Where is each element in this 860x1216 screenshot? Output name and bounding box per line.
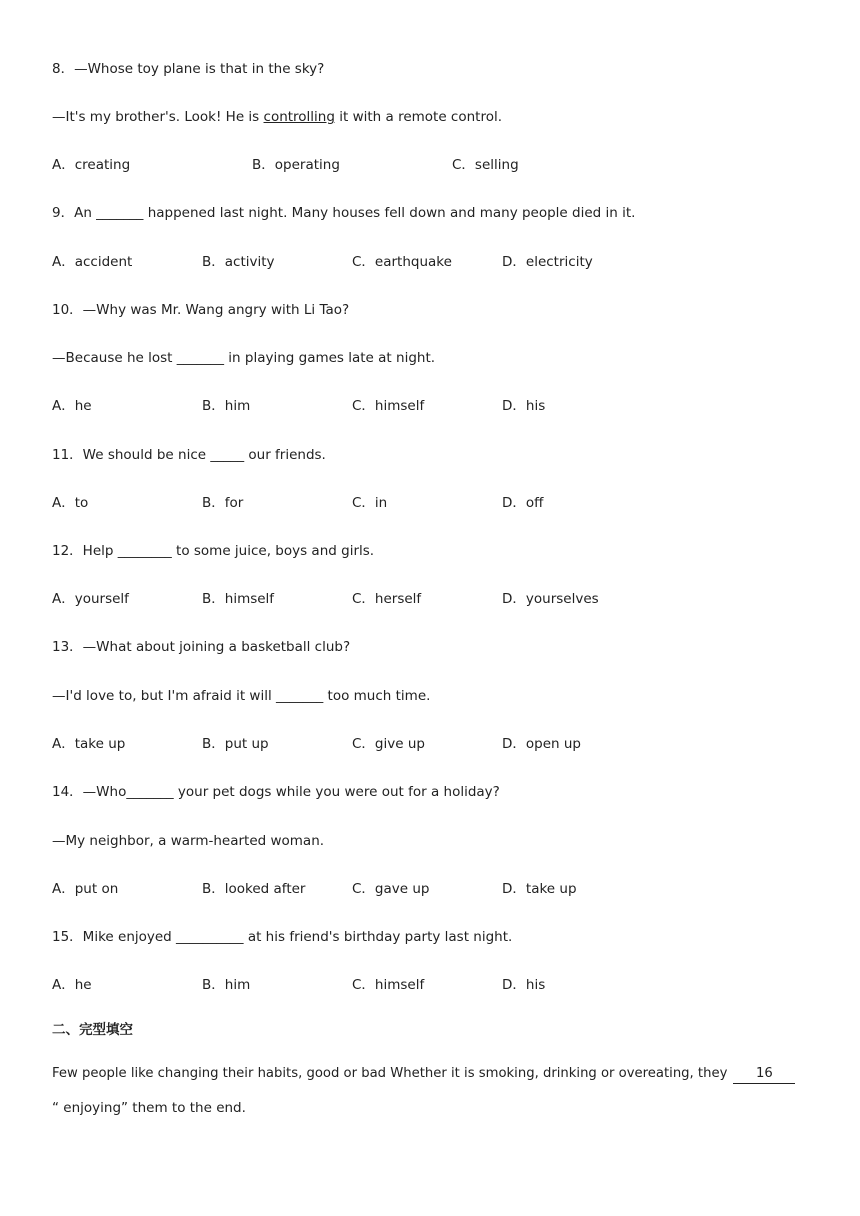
q12-option-b[interactable]: B．himself xyxy=(202,591,275,607)
q14-option-d[interactable]: D．take up xyxy=(502,881,577,897)
q10-option-c[interactable]: C．himself xyxy=(352,398,425,414)
underlined-word: controlling xyxy=(263,109,335,125)
q8-option-b[interactable]: B．operating xyxy=(252,157,340,173)
q11-option-d[interactable]: D．off xyxy=(502,495,544,511)
question-11-stem: 11．We should be nice _____ our friends. xyxy=(52,447,326,463)
q13-option-c[interactable]: C．give up xyxy=(352,736,425,752)
q9-option-c[interactable]: C．earthquake xyxy=(352,254,452,270)
q8-option-a[interactable]: A．creating xyxy=(52,157,131,173)
question-12-stem: 12．Help ________ to some juice, boys and girls. xyxy=(52,543,375,559)
q13-option-a[interactable]: A．take up xyxy=(52,736,126,752)
answer-text: —It's my brother's. Look! He is xyxy=(52,109,264,125)
question-15-stem: 15．Mike enjoyed __________ at his friend's birthday party last night. xyxy=(52,929,513,945)
q9-option-a[interactable]: A．accident xyxy=(52,254,133,270)
answer-text: it with a remote control. xyxy=(334,109,503,125)
question-8-stem: 8．—Whose toy plane is that in the sky? xyxy=(52,61,325,77)
q11-option-b[interactable]: B．for xyxy=(202,495,244,511)
cloze-paragraph-line-1 xyxy=(52,1065,795,1084)
question-14-answer-line: —My neighbor, a warm-hearted woman. xyxy=(52,833,325,849)
q10-option-b[interactable]: B．him xyxy=(202,398,251,414)
q12-option-c[interactable]: C．herself xyxy=(352,591,422,607)
q9-option-b[interactable]: B．activity xyxy=(202,254,275,270)
q10-option-d[interactable]: D．his xyxy=(502,398,546,414)
question-9-stem: 9．An _______ happened last night. Many houses fell down and many people died in it. xyxy=(52,205,636,221)
blank-16[interactable]: 16 xyxy=(733,1065,795,1084)
section-title: 二、完型填空 xyxy=(52,1022,133,1038)
q15-option-c[interactable]: C．himself xyxy=(352,977,425,993)
q9-option-d[interactable]: D．electricity xyxy=(502,254,593,270)
paragraph-text: Few people like changing their habits, good or bad Whether it is smoking, drinking or overeating, they xyxy=(52,1066,728,1081)
q13-option-d[interactable]: D．open up xyxy=(502,736,582,752)
question-14-stem: 14．—Who_______ your pet dogs while you were out for a holiday? xyxy=(52,784,500,800)
q15-option-a[interactable]: A．he xyxy=(52,977,92,993)
question-8-answer-line xyxy=(52,108,502,126)
q12-option-d[interactable]: D．yourselves xyxy=(502,591,599,607)
q12-option-a[interactable]: A．yourself xyxy=(52,591,129,607)
q11-option-c[interactable]: C．in xyxy=(352,495,388,511)
q15-option-b[interactable]: B．him xyxy=(202,977,251,993)
q10-option-a[interactable]: A．he xyxy=(52,398,92,414)
q15-option-d[interactable]: D．his xyxy=(502,977,546,993)
q11-option-a[interactable]: A．to xyxy=(52,495,89,511)
question-13-stem: 13．—What about joining a basketball club? xyxy=(52,639,351,655)
cloze-paragraph-line-2: “ enjoying” them to the end. xyxy=(52,1100,246,1116)
q14-option-c[interactable]: C．gave up xyxy=(352,881,430,897)
q8-option-c[interactable]: C．selling xyxy=(452,157,519,173)
question-13-answer-line: —I'd love to, but I'm afraid it will _______ too much time. xyxy=(52,688,431,704)
question-10-stem: 10．—Why was Mr. Wang angry with Li Tao? xyxy=(52,302,350,318)
question-10-answer-line: —Because he lost _______ in playing games late at night. xyxy=(52,350,436,366)
q14-option-a[interactable]: A．put on xyxy=(52,881,119,897)
q14-option-b[interactable]: B．looked after xyxy=(202,881,306,897)
q13-option-b[interactable]: B．put up xyxy=(202,736,269,752)
